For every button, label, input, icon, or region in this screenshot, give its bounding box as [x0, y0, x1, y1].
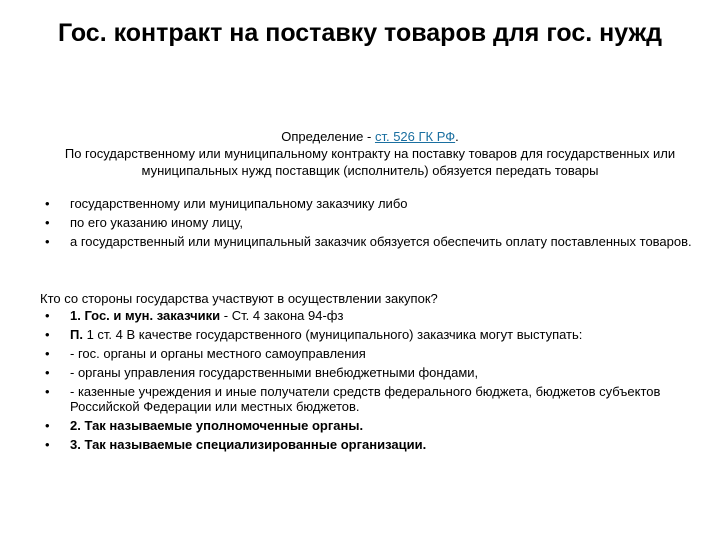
list-item-text: 1 ст. 4 В качестве государственного (муниципального) заказчика могут выступать:	[82, 327, 583, 342]
list-item-text: - казенные учреждения и иные получатели средств федерального бюджета, бюджетов субъектов Российской Федерации или местных бюджетов.	[70, 384, 661, 414]
bullet-icon: •	[45, 365, 50, 380]
list-item-text: а государственный или муниципальный заказчик обязуется обеспечить оплату поставленных товаров.	[70, 234, 692, 249]
list-item	[40, 308, 700, 323]
bullet-icon: •	[45, 327, 50, 342]
definition-block	[40, 128, 700, 179]
bullet-icon: •	[45, 234, 50, 249]
bullet-icon: •	[45, 196, 50, 211]
definition-body: По государственному или муниципальному контракту на поставку товаров для государственных или муниципальных нужд поставщик (исполнитель) обязуется передать товары	[64, 146, 676, 178]
definition-heading	[40, 128, 700, 145]
definition-suffix: .	[455, 129, 459, 144]
list-item-text: - Ст. 4 закона 94-фз	[220, 308, 344, 323]
bullet-icon: •	[45, 437, 50, 452]
law-link[interactable]: ст. 526 ГК РФ	[374, 129, 456, 144]
list-item	[40, 365, 700, 380]
bullet-icon: •	[45, 384, 50, 399]
question-heading: Кто со стороны государства участвуют в осуществлении закупок?	[40, 291, 438, 306]
bullet-icon: •	[45, 308, 50, 323]
list-item	[40, 214, 700, 231]
list-item	[40, 346, 700, 361]
list-item-bold: 3. Так называемые специализированные организации.	[70, 437, 427, 452]
list-item-text: по его указанию иному лицу,	[70, 215, 243, 230]
list-item	[40, 437, 700, 452]
list-item	[40, 384, 700, 414]
slide-title: Гос. контракт на поставку товаров для гос. нужд	[57, 19, 663, 47]
list-item	[40, 195, 700, 212]
definition-prefix: Определение -	[281, 129, 375, 144]
participants-bullet-list	[40, 308, 700, 456]
definition-bullet-list	[40, 195, 700, 252]
bullet-icon: •	[45, 215, 50, 230]
list-item-bold: 2. Так называемые уполномоченные органы.	[70, 418, 364, 433]
list-item-text: государственному или муниципальному заказчику либо	[70, 196, 408, 211]
list-item-text: - органы управления государственными внебюджетными фондами,	[70, 365, 479, 380]
list-item-text: - гос. органы и органы местного самоуправления	[70, 346, 366, 361]
list-item	[40, 233, 700, 250]
bullet-icon: •	[45, 346, 50, 361]
list-item	[40, 327, 700, 342]
bullet-icon: •	[45, 418, 50, 433]
list-item-bold: П.	[70, 327, 83, 342]
list-item	[40, 418, 700, 433]
list-item-bold: 1. Гос. и мун. заказчики	[70, 308, 221, 323]
